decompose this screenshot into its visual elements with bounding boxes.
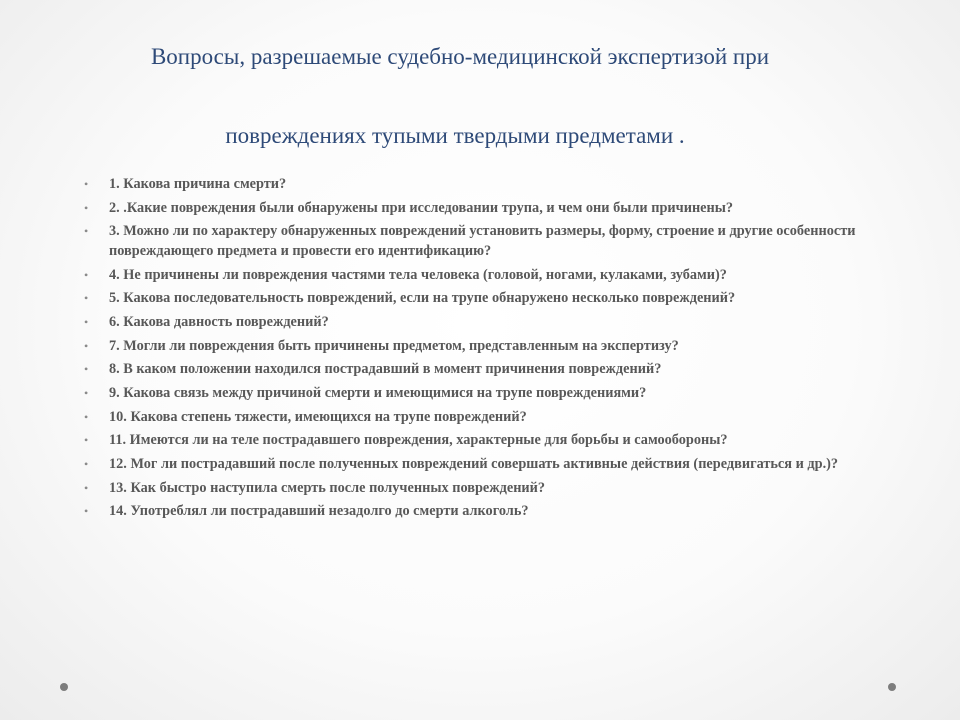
question-text: 9. Какова связь между причиной смерти и имеющимися на трупе повреждениями? (109, 385, 647, 401)
question-text: 12. Мог ли пострадавший после полученных повреждений совершать активные действия (передвигаться и др.)? (109, 456, 839, 473)
bullet-icon: • (84, 409, 89, 424)
bullet-icon: • (84, 291, 89, 306)
bullet-icon: • (84, 362, 89, 377)
bullet-icon: • (84, 200, 89, 215)
question-text: 14. Употреблял ли пострадавший незадолго до смерти алкоголь? (109, 503, 529, 520)
question-item (84, 199, 884, 219)
bullet-icon: • (84, 504, 89, 519)
question-text: 8. В каком положении находился пострадавший в момент причинения повреждений? (109, 361, 662, 378)
question-item (84, 337, 884, 357)
question-text: 7. Могли ли повреждения быть причинены предметом, представленным на экспертизу? (109, 337, 679, 354)
question-text: 10. Какова степень тяжести, имеющихся на трупе повреждений? (109, 408, 527, 425)
question-text: 4. Не причинены ли повреждения частями тела человека (головой, ногами, кулаками, зубами)? (109, 266, 727, 283)
question-item (84, 479, 884, 499)
question-text: 11. Имеются ли на теле пострадавшего повреждения, характерные для борьбы и самообороны? (109, 432, 728, 449)
corner-dot-left (60, 683, 68, 691)
question-item (84, 408, 884, 428)
question-item (84, 360, 884, 380)
bullet-icon: • (84, 267, 89, 282)
bullet-icon: • (84, 433, 89, 448)
question-item (84, 266, 884, 286)
bullet-icon: • (84, 480, 89, 495)
question-text: 13. Как быстро наступила смерть после полученных повреждений? (109, 479, 546, 496)
question-item (84, 313, 884, 333)
bullet-icon: • (84, 338, 89, 353)
question-item (84, 175, 884, 195)
question-list (84, 175, 884, 526)
bullet-icon: • (84, 177, 89, 191)
question-text: 3. Можно ли по характеру обнаруженных повреждений установить размеры, форму, строение и другие особенности повреждающего предмета и провести его идентификацию? (109, 223, 856, 259)
question-item (84, 384, 884, 404)
question-item (84, 222, 884, 261)
corner-dot-right (888, 683, 896, 691)
slide-title-line-1: Вопросы, разрешаемые судебно-медицинской экспертизой при (150, 44, 770, 69)
question-item (84, 502, 884, 522)
bullet-icon: • (84, 386, 89, 400)
slide-title-line-2: повреждениях тупыми твердыми предметами . (225, 123, 685, 148)
bullet-icon: • (84, 224, 89, 239)
question-item (84, 289, 884, 309)
question-text: 1. Какова причина смерти? (109, 176, 287, 192)
question-text: 2. .Какие повреждения были обнаружены при исследовании трупа, и чем они были причинены? (109, 199, 734, 216)
question-text: 5. Какова последовательность повреждений, если на трупе обнаружено несколько повреждений? (109, 290, 736, 307)
question-item (84, 431, 884, 451)
question-item (84, 455, 884, 475)
bullet-icon: • (84, 457, 89, 472)
bullet-icon: • (84, 314, 89, 329)
question-text: 6. Какова давность повреждений? (109, 313, 329, 330)
